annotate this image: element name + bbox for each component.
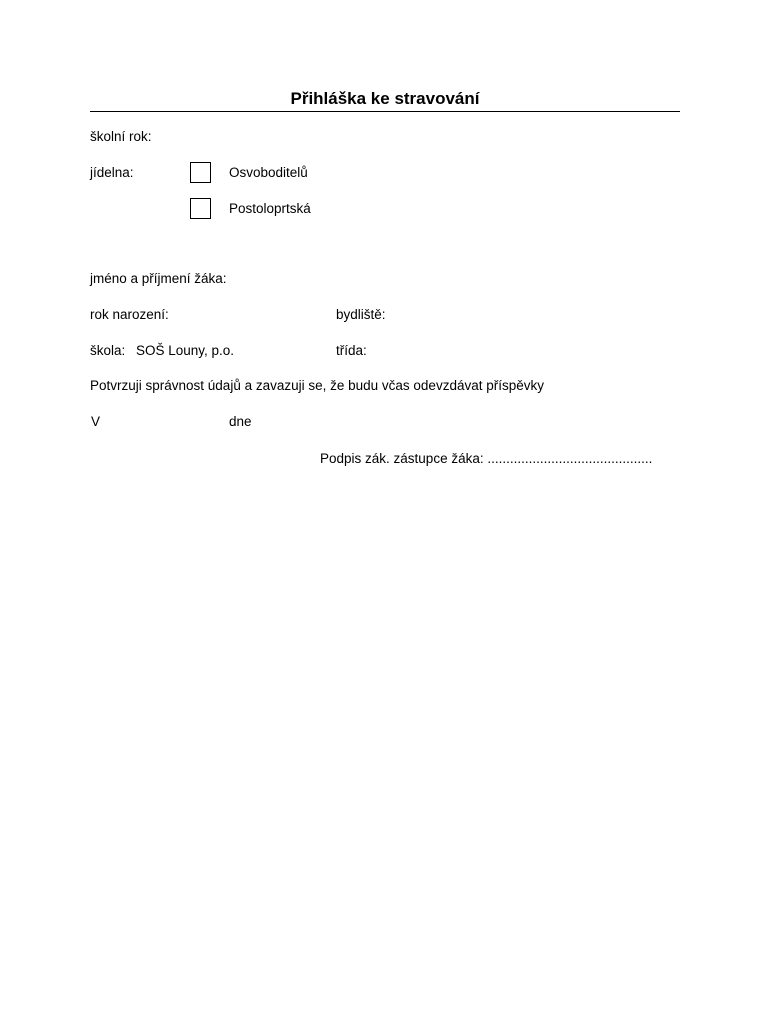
signature-line xyxy=(320,451,652,467)
student-name-label: jméno a příjmení žáka: xyxy=(90,271,227,286)
confirmation-text: Potvrzuji správnost údajů a zavazuji se, že budu včas odevzdávat příspěvky xyxy=(90,378,544,393)
signature-label: Podpis zák. zástupce žáka: xyxy=(320,451,484,466)
date-label: dne xyxy=(229,414,252,429)
form-title: Přihláška ke stravování xyxy=(290,89,480,108)
class-label: třída: xyxy=(336,343,367,358)
title-underline xyxy=(90,111,680,112)
canteen-postoloprtska-checkbox[interactable] xyxy=(190,198,211,219)
canteen-option-postoloprtska: Postoloprtská xyxy=(229,201,311,216)
canteen-option-osvoboditelu: Osvoboditelů xyxy=(229,165,308,180)
school-year-label: školní rok: xyxy=(90,129,152,144)
residence-label: bydliště: xyxy=(336,307,386,322)
place-label: V xyxy=(91,414,101,429)
school-label: škola: xyxy=(90,343,126,358)
birth-year-label: rok narození: xyxy=(90,307,169,322)
canteen-osvoboditelu-checkbox[interactable] xyxy=(190,162,211,183)
signature-dots: ............................................ xyxy=(487,451,653,466)
canteen-label: jídelna: xyxy=(90,165,134,180)
school-value: SOŠ Louny, p.o. xyxy=(136,343,235,358)
